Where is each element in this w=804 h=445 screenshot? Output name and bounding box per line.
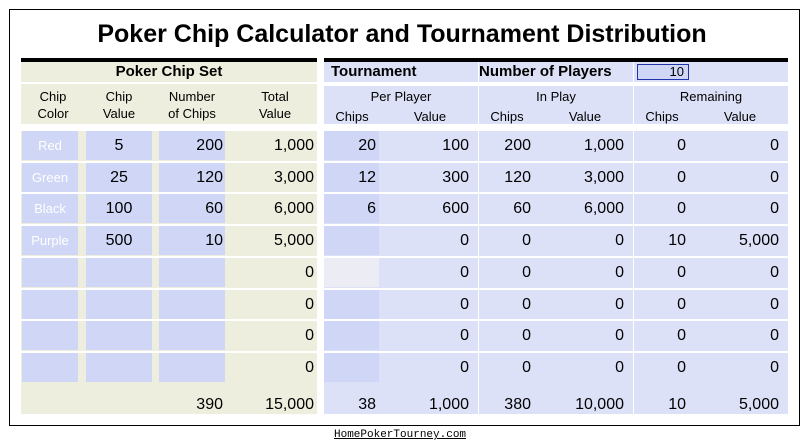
ip-value-cell: 6,000 — [583, 200, 624, 217]
col-chip-color-2: Color — [37, 106, 69, 121]
rem-value-cell: 5,000 — [738, 232, 779, 249]
rem-value-header: Value — [723, 109, 757, 124]
chip-value-cell[interactable] — [86, 322, 152, 349]
rem-value-cell: 0 — [770, 296, 779, 313]
total-value-cell: 6,000 — [273, 200, 314, 217]
pp-value-cell: 0 — [460, 327, 469, 344]
num-chips-cell[interactable]: 200 — [196, 137, 223, 154]
total-value-cell: 0 — [305, 327, 314, 344]
rem-chips-cell: 10 — [668, 232, 686, 249]
num-players-input[interactable]: 10 — [637, 64, 689, 80]
chip-value-cell[interactable]: 500 — [105, 232, 133, 249]
rem-chips-header: Chips — [645, 109, 679, 124]
rem-chips-cell: 0 — [677, 137, 686, 154]
ip-value-cell: 1,000 — [583, 137, 624, 154]
pp-chips-cell[interactable] — [324, 354, 378, 381]
page-title: Poker Chip Calculator and Tournament Distribution — [97, 20, 707, 48]
total-value-cell: 5,000 — [273, 232, 314, 249]
pp-value-cell: 0 — [460, 264, 469, 281]
num-chips-cell[interactable]: 120 — [196, 169, 223, 186]
ip-value-cell: 0 — [615, 327, 624, 344]
chip-set-heading: Poker Chip Set — [115, 63, 223, 80]
chip-color-cell[interactable]: Red — [38, 138, 62, 153]
rem-value-cell: 0 — [770, 137, 779, 154]
pp-value-cell: 0 — [460, 232, 469, 249]
pp-value-cell: 0 — [460, 359, 469, 376]
total-value-cell: 0 — [305, 359, 314, 376]
pp-chips-cell[interactable]: 6 — [367, 200, 376, 217]
rem-chips-cell: 0 — [677, 200, 686, 217]
ip-value-cell: 3,000 — [583, 169, 624, 186]
ip-chips-cell: 0 — [522, 232, 531, 249]
num-chips-cell[interactable]: 10 — [205, 232, 223, 249]
ip-value-cell: 0 — [615, 359, 624, 376]
total-value: 15,000 — [265, 396, 314, 413]
pp-chips-cell[interactable]: 12 — [358, 169, 376, 186]
num-chips-cell[interactable] — [159, 354, 225, 381]
pp-chips-cell[interactable] — [324, 259, 378, 286]
total-ip-value: 10,000 — [575, 396, 624, 413]
rem-value-cell: 0 — [770, 264, 779, 281]
rem-value-cell: 0 — [770, 200, 779, 217]
rem-chips-cell: 0 — [677, 264, 686, 281]
chip-color-cell[interactable]: Green — [31, 170, 69, 185]
num-players-label: Number of Players — [479, 63, 612, 80]
pp-value-cell: 0 — [460, 296, 469, 313]
remaining-heading: Remaining — [679, 89, 743, 104]
col-chip-color-1: Chip — [39, 89, 67, 104]
rem-chips-cell: 0 — [677, 327, 686, 344]
rem-value-cell: 0 — [770, 327, 779, 344]
ip-value-header: Value — [568, 109, 602, 124]
chip-color-cell[interactable] — [22, 291, 78, 318]
chip-color-cell[interactable] — [22, 354, 78, 381]
num-chips-cell[interactable] — [159, 259, 225, 286]
col-total-value-2: Value — [258, 106, 292, 121]
pp-chips-header: Chips — [335, 109, 369, 124]
col-total-value-1: Total — [261, 89, 289, 104]
ip-value-cell: 0 — [615, 232, 624, 249]
rem-value-cell: 0 — [770, 359, 779, 376]
chip-value-cell[interactable]: 100 — [105, 200, 133, 217]
pp-chips-cell[interactable] — [324, 322, 378, 349]
num-chips-cell[interactable] — [159, 291, 225, 318]
rem-chips-cell: 0 — [677, 359, 686, 376]
total-value-cell: 3,000 — [273, 169, 314, 186]
total-rem-chips: 10 — [668, 396, 686, 413]
ip-chips-cell: 200 — [504, 137, 531, 154]
rem-chips-cell: 0 — [677, 296, 686, 313]
ip-chips-cell: 0 — [522, 264, 531, 281]
rem-value-cell: 0 — [770, 169, 779, 186]
total-num-chips: 390 — [196, 396, 223, 413]
ip-value-cell: 0 — [615, 296, 624, 313]
total-pp-value: 1,000 — [428, 396, 469, 413]
ip-chips-cell: 0 — [522, 327, 531, 344]
pp-chips-cell[interactable] — [324, 291, 378, 318]
tournament-heading: Tournament — [331, 63, 417, 80]
total-value-cell: 0 — [305, 296, 314, 313]
total-value-cell: 1,000 — [273, 137, 314, 154]
chip-color-cell[interactable] — [22, 259, 78, 286]
total-rem-value: 5,000 — [738, 396, 779, 413]
total-pp-chips: 38 — [358, 396, 376, 413]
num-chips-cell[interactable] — [159, 322, 225, 349]
num-chips-cell[interactable]: 60 — [205, 200, 223, 217]
ip-chips-cell: 0 — [522, 359, 531, 376]
col-chip-value-1: Chip — [105, 89, 133, 104]
ip-chips-cell: 0 — [522, 296, 531, 313]
in-play-heading: In Play — [536, 89, 576, 104]
col-chip-value-2: Value — [102, 106, 136, 121]
chip-value-cell[interactable]: 5 — [114, 137, 124, 154]
ip-chips-cell: 60 — [513, 200, 531, 217]
pp-value-cell: 300 — [442, 169, 469, 186]
rem-chips-cell: 0 — [677, 169, 686, 186]
footer-link[interactable]: HomePokerTourney.com — [334, 429, 467, 441]
total-value-cell: 0 — [305, 264, 314, 281]
pp-value-cell: 600 — [442, 200, 469, 217]
chip-value-cell[interactable]: 25 — [110, 169, 128, 186]
chip-value-cell[interactable] — [86, 291, 152, 318]
col-number-of-chips-1: Number — [168, 89, 216, 104]
chip-color-cell[interactable]: Black — [34, 201, 66, 216]
header-divider-2 — [324, 84, 788, 86]
chip-color-cell[interactable] — [22, 322, 78, 349]
col-number-of-chips-2: of Chips — [168, 106, 216, 121]
pp-chips-cell[interactable]: 20 — [358, 137, 376, 154]
per-player-heading: Per Player — [370, 89, 432, 104]
ip-chips-header: Chips — [490, 109, 524, 124]
chip-value-cell[interactable] — [86, 354, 152, 381]
chip-color-cell[interactable]: Purple — [31, 233, 69, 248]
pp-chips-cell[interactable] — [324, 227, 378, 254]
pp-value-cell: 100 — [442, 137, 469, 154]
ip-chips-cell: 120 — [504, 169, 531, 186]
total-ip-chips: 380 — [504, 396, 531, 413]
chip-value-cell[interactable] — [86, 259, 152, 286]
pp-value-header: Value — [413, 109, 447, 124]
ip-value-cell: 0 — [615, 264, 624, 281]
